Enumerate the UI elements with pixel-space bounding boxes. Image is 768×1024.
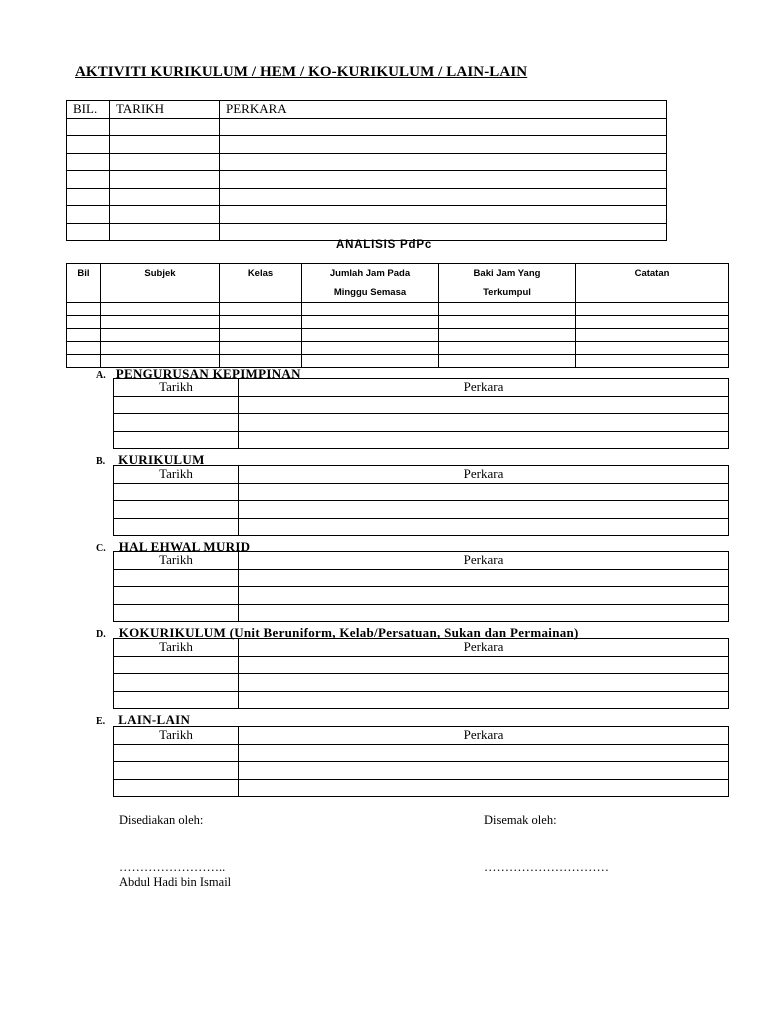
- table-cell[interactable]: [101, 316, 220, 329]
- column-header-jumlah-jam: Jumlah Jam Pada Minggu Semasa: [302, 264, 439, 303]
- table-row: [67, 118, 667, 136]
- column-header-perkara: Perkara: [239, 727, 729, 745]
- table-cell[interactable]: [114, 779, 239, 797]
- table-cell[interactable]: [67, 136, 110, 154]
- page-title: AKTIVITI KURIKULUM / HEM / KO-KURIKULUM / LAIN-LAIN: [75, 64, 528, 80]
- table-cell[interactable]: [220, 171, 667, 189]
- column-header-bil: BIL.: [67, 101, 110, 119]
- table-row: [114, 762, 729, 780]
- table-cell[interactable]: [220, 223, 667, 241]
- table-cell[interactable]: [302, 316, 439, 329]
- table-row: [114, 656, 729, 674]
- checked-by-label: Disemak oleh:: [484, 813, 557, 827]
- table-cell[interactable]: [67, 223, 110, 241]
- table-cell[interactable]: [239, 569, 729, 587]
- section-e-table: [113, 726, 729, 797]
- table-cell[interactable]: [114, 501, 239, 519]
- activity-table: [66, 100, 667, 241]
- table-cell[interactable]: [576, 355, 729, 368]
- table-cell[interactable]: [576, 342, 729, 355]
- table-cell[interactable]: [220, 153, 667, 171]
- section-c-table: [113, 551, 729, 622]
- table-row: [114, 744, 729, 762]
- table-cell[interactable]: [114, 569, 239, 587]
- table-row: [67, 171, 667, 189]
- table-cell[interactable]: [302, 342, 439, 355]
- table-cell[interactable]: [110, 206, 220, 224]
- section-a-table: [113, 378, 729, 449]
- table-cell[interactable]: [302, 303, 439, 316]
- column-header-tarikh: Tarikh: [114, 466, 239, 484]
- table-cell[interactable]: [239, 396, 729, 414]
- table-cell[interactable]: [114, 674, 239, 692]
- section-letter: E.: [96, 716, 106, 727]
- table-cell[interactable]: [110, 171, 220, 189]
- table-cell[interactable]: [239, 431, 729, 449]
- table-row: [114, 587, 729, 605]
- table-row: [114, 431, 729, 449]
- column-header-tarikh: Tarikh: [114, 639, 239, 657]
- section-title: KOKURIKULUM (Unit Beruniform, Kelab/Persatuan, Sukan dan Permainan): [118, 625, 579, 640]
- section-title: HAL EHWAL MURID: [118, 539, 251, 554]
- table-cell[interactable]: [110, 136, 220, 154]
- table-row: [114, 501, 729, 519]
- prepared-by-signature-line: ……………………..: [119, 860, 226, 874]
- table-cell[interactable]: [114, 656, 239, 674]
- table-cell[interactable]: [101, 303, 220, 316]
- table-cell[interactable]: [220, 118, 667, 136]
- section-d-table: [113, 638, 729, 709]
- table-row: [114, 483, 729, 501]
- table-row: [67, 206, 667, 224]
- table-cell[interactable]: [110, 153, 220, 171]
- column-header-perkara: Perkara: [239, 639, 729, 657]
- table-cell[interactable]: [220, 316, 302, 329]
- table-cell[interactable]: [67, 118, 110, 136]
- table-cell[interactable]: [114, 691, 239, 709]
- section-letter: C.: [96, 543, 106, 554]
- table-cell[interactable]: [239, 501, 729, 519]
- column-header-perkara: Perkara: [239, 552, 729, 570]
- table-cell[interactable]: [239, 483, 729, 501]
- prepared-by-name: Abdul Hadi bin Ismail: [119, 875, 232, 889]
- table-cell[interactable]: [439, 355, 576, 368]
- table-cell[interactable]: [67, 206, 110, 224]
- table-cell[interactable]: [439, 316, 576, 329]
- table-cell[interactable]: [220, 342, 302, 355]
- section-letter: A.: [96, 370, 106, 381]
- table-header-row: [67, 101, 667, 119]
- table-row: [114, 691, 729, 709]
- table-cell[interactable]: [302, 329, 439, 342]
- table-cell[interactable]: [114, 414, 239, 432]
- column-header-kelas: Kelas: [220, 264, 302, 303]
- table-cell[interactable]: [439, 303, 576, 316]
- table-cell[interactable]: [114, 587, 239, 605]
- prepared-by-label: Disediakan oleh:: [119, 813, 204, 827]
- column-header-perkara: Perkara: [239, 466, 729, 484]
- checked-by-signature-line: …………………………: [484, 860, 609, 874]
- table-cell[interactable]: [220, 136, 667, 154]
- table-cell[interactable]: [67, 171, 110, 189]
- table-cell[interactable]: [220, 206, 667, 224]
- table-cell[interactable]: [239, 674, 729, 692]
- table-row: [67, 342, 729, 355]
- column-header-tarikh: Tarikh: [114, 727, 239, 745]
- table-row: [67, 316, 729, 329]
- table-cell[interactable]: [114, 744, 239, 762]
- table-cell[interactable]: [101, 342, 220, 355]
- table-cell[interactable]: [239, 518, 729, 536]
- table-row: [67, 153, 667, 171]
- table-cell[interactable]: [239, 414, 729, 432]
- table-cell[interactable]: [439, 342, 576, 355]
- table-row: [67, 223, 667, 241]
- table-row: [114, 674, 729, 692]
- table-cell[interactable]: [220, 188, 667, 206]
- column-header-bil: Bil: [67, 264, 101, 303]
- table-cell[interactable]: [220, 303, 302, 316]
- section-title: LAIN-LAIN: [118, 712, 191, 727]
- table-cell[interactable]: [67, 342, 101, 355]
- section-letter: B.: [96, 456, 106, 467]
- pdpc-table: [66, 263, 729, 368]
- section-title: PENGURUSAN KEPIMPINAN: [115, 366, 301, 381]
- table-cell[interactable]: [239, 762, 729, 780]
- column-header-perkara: Perkara: [239, 379, 729, 397]
- table-cell[interactable]: [114, 396, 239, 414]
- table-cell[interactable]: [239, 779, 729, 797]
- table-cell[interactable]: [114, 604, 239, 622]
- column-header-tarikh: Tarikh: [114, 552, 239, 570]
- table-header-row: [114, 379, 729, 397]
- table-cell[interactable]: [239, 587, 729, 605]
- column-header-tarikh: Tarikh: [114, 379, 239, 397]
- section-b-table: [113, 465, 729, 536]
- table-cell[interactable]: [67, 329, 101, 342]
- table-header-row: [114, 552, 729, 570]
- column-header-perkara: PERKARA: [220, 101, 667, 119]
- column-header-tarikh: TARIKH: [110, 101, 220, 119]
- table-cell[interactable]: [114, 431, 239, 449]
- table-cell[interactable]: [114, 762, 239, 780]
- table-cell[interactable]: [439, 329, 576, 342]
- table-cell[interactable]: [239, 604, 729, 622]
- analisis-title: ANALISIS PdPc: [335, 239, 433, 251]
- table-cell[interactable]: [101, 329, 220, 342]
- table-row: [114, 779, 729, 797]
- table-row: [67, 329, 729, 342]
- table-row: [114, 518, 729, 536]
- table-cell[interactable]: [576, 329, 729, 342]
- table-cell[interactable]: [67, 303, 101, 316]
- table-cell[interactable]: [114, 483, 239, 501]
- table-cell[interactable]: [110, 188, 220, 206]
- column-header-catatan: Catatan: [576, 264, 729, 303]
- table-header-row: [114, 727, 729, 745]
- table-row: [67, 303, 729, 316]
- table-cell[interactable]: [239, 691, 729, 709]
- table-cell[interactable]: [67, 188, 110, 206]
- column-header-subjek: Subjek: [101, 264, 220, 303]
- table-row: [114, 414, 729, 432]
- table-cell[interactable]: [576, 303, 729, 316]
- table-header-row: [67, 264, 729, 303]
- table-row: [67, 136, 667, 154]
- column-header-baki-jam: Baki Jam Yang Terkumpul: [439, 264, 576, 303]
- table-header-row: [114, 466, 729, 484]
- table-row: [67, 188, 667, 206]
- table-row: [114, 569, 729, 587]
- section-letter: D.: [96, 629, 106, 640]
- table-row: [114, 604, 729, 622]
- table-cell[interactable]: [114, 518, 239, 536]
- table-cell[interactable]: [239, 744, 729, 762]
- table-header-row: [114, 639, 729, 657]
- table-cell[interactable]: [110, 223, 220, 241]
- table-cell[interactable]: [110, 118, 220, 136]
- table-cell[interactable]: [220, 329, 302, 342]
- section-title: KURIKULUM: [118, 452, 205, 467]
- table-row: [114, 396, 729, 414]
- table-cell[interactable]: [239, 656, 729, 674]
- table-cell[interactable]: [67, 316, 101, 329]
- table-cell[interactable]: [576, 316, 729, 329]
- table-cell[interactable]: [67, 153, 110, 171]
- table-cell[interactable]: [302, 355, 439, 368]
